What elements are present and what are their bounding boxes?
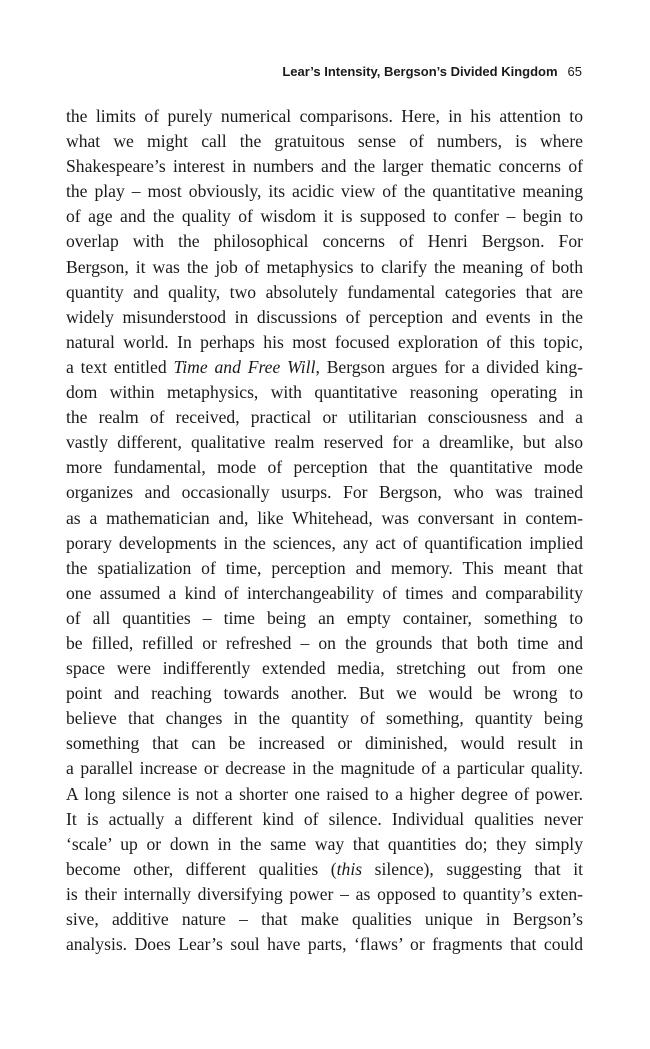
text-line (66, 681, 583, 706)
text-line (66, 857, 583, 882)
text-line (66, 531, 583, 556)
text-segment: sive, additive nature – that make qualities unique in Bergson’s (66, 909, 583, 929)
text-line (66, 731, 583, 756)
text-segment: dom within metaphysics, with quantitative reasoning operating in (66, 382, 583, 403)
text-line (66, 430, 583, 455)
page-number: 65 (567, 64, 582, 79)
text-segment: the play – most obviously, its acidic view of the quantitative meaning (66, 181, 583, 202)
text-line (66, 832, 583, 857)
text-segment: overlap with the philosophical concerns of Henri Bergson. For (66, 231, 583, 252)
text-line (66, 129, 583, 154)
text-line (66, 581, 583, 606)
text-line (66, 480, 583, 505)
text-segment: what we might call the gratuitous sense of numbers, is where (66, 131, 583, 152)
text-segment: widely misunderstood in discussions of perception and events in the (66, 306, 583, 327)
text-segment: be filled, refilled or refreshed – on the grounds that both time and (66, 632, 583, 653)
text-segment: point and reaching towards another. But we would be wrong to (66, 683, 583, 704)
text-line (66, 907, 583, 932)
text-line (66, 506, 583, 531)
text-line (66, 807, 583, 832)
text-segment: vastly different, qualitative realm reserved for a dreamlike, but also (66, 432, 583, 453)
text-line (66, 305, 583, 330)
text-segment: a parallel increase or decrease in the magnitude of a particular quality. (66, 758, 583, 779)
text-segment: one assumed a kind of interchangeability of times and comparability (66, 582, 583, 603)
running-head (282, 64, 582, 79)
text-segment: of age and the quality of wisdom it is supposed to confer – begin to (66, 206, 583, 227)
text-line (66, 606, 583, 631)
text-segment: organizes and occasionally usurps. For Bergson, who was trained (66, 482, 583, 503)
text-line (66, 104, 583, 129)
text-segment: It is actually a different kind of silence. Individual qualities never (66, 808, 583, 829)
text-segment: analysis. Does Lear’s soul have parts, ‘flaws’ or fragments that could (66, 934, 583, 955)
text-segment: of all quantities – time being an empty container, something to (66, 607, 583, 628)
text-line (66, 782, 583, 807)
text-line (66, 556, 583, 581)
text-segment: the limits of purely numerical comparisons. Here, in his attention to (66, 106, 583, 126)
text-segment: something that can be increased or diminished, would result in (66, 733, 583, 754)
text-line (66, 706, 583, 731)
text-line (66, 405, 583, 430)
text-line (66, 330, 583, 355)
italic-title: this (336, 858, 363, 879)
text-line (66, 229, 583, 254)
italic-title: Time and Free Will (173, 356, 316, 377)
text-segment: more fundamental, mode of perception that the quantitative mode (66, 457, 583, 478)
text-segment: a text entitled (66, 356, 174, 377)
text-segment: space were indifferently extended media, stretching out from one (66, 658, 583, 679)
text-segment: A long silence is not a shorter one raised to a higher degree of power. (66, 783, 583, 804)
text-line (66, 154, 583, 179)
text-line (66, 355, 583, 380)
text-line (66, 255, 583, 280)
text-segment: the spatialization of time, perception and memory. This meant that (66, 557, 583, 578)
text-segment: ‘scale’ up or down in the same way that quantities do; they simply (66, 833, 583, 854)
text-segment: porary developments in the sciences, any act of quantification implied (66, 532, 583, 553)
text-line (66, 179, 583, 204)
text-line (66, 656, 583, 681)
text-segment: natural world. In perhaps his most focused exploration of this topic, (66, 331, 583, 352)
text-segment: quantity and quality, two absolutely fundamental categories that are (66, 281, 583, 302)
text-segment: the realm of received, practical or utilitarian consciousness and a (66, 407, 583, 428)
text-segment: believe that changes in the quantity of something, quantity being (66, 708, 583, 729)
running-title: Lear’s Intensity, Bergson’s Divided Kingdom (282, 64, 558, 79)
text-line (66, 932, 583, 957)
text-line (66, 204, 583, 229)
text-segment: Shakespeare’s interest in numbers and the larger thematic concerns of (66, 156, 583, 177)
text-line (66, 280, 583, 305)
text-line (66, 882, 583, 907)
text-segment: become other, different qualities ( (66, 858, 337, 879)
text-segment: , Bergson argues for a divided king- (315, 356, 583, 377)
text-line (66, 756, 583, 781)
text-line (66, 455, 583, 480)
text-segment: Bergson, it was the job of metaphysics to clarify the meaning of both (66, 256, 583, 277)
text-segment: as a mathematician and, like Whitehead, was conversant in contem- (66, 507, 583, 528)
text-line (66, 380, 583, 405)
text-line (66, 631, 583, 656)
text-segment: silence), suggesting that it (362, 858, 583, 879)
body-paragraph (66, 104, 583, 957)
text-segment: is their internally diversifying power – as opposed to quantity’s exten- (66, 883, 583, 904)
